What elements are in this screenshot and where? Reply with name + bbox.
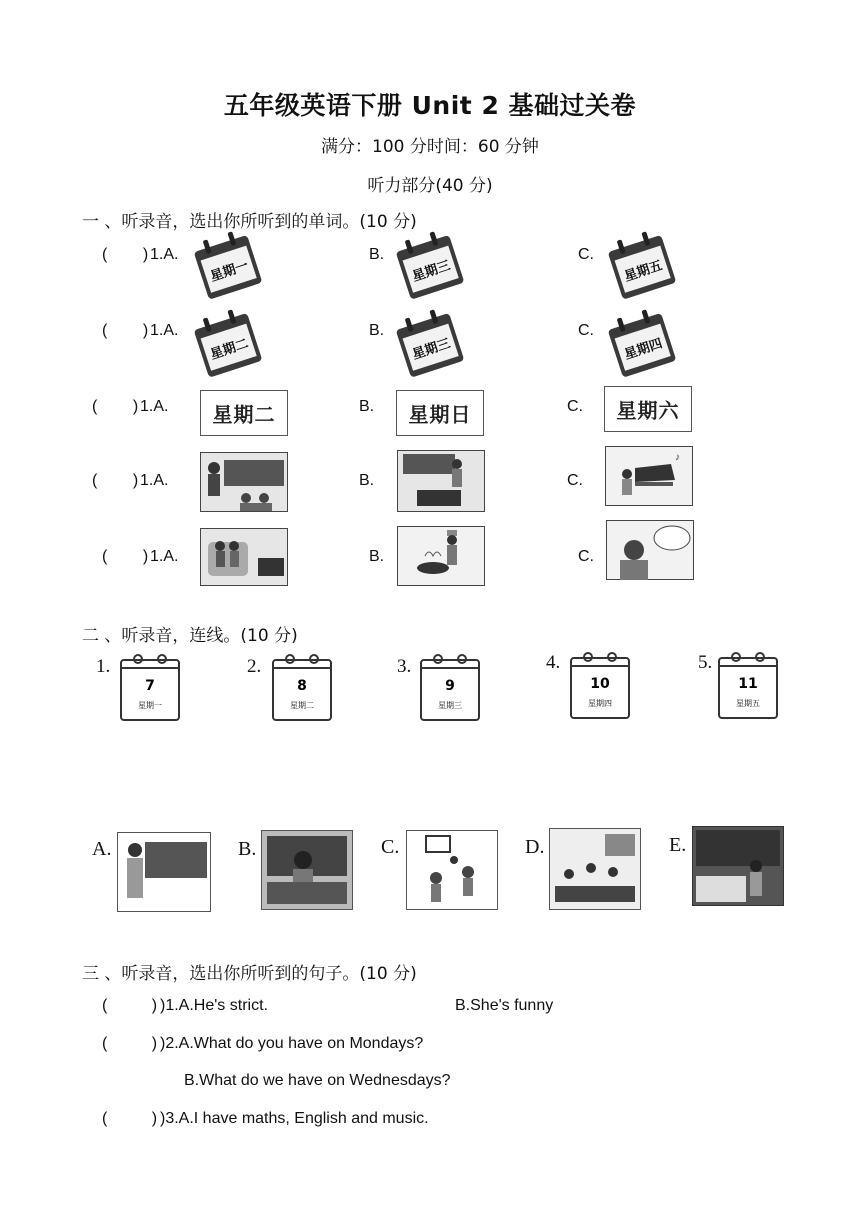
calendar-icon-weekday [190,306,268,384]
answer-blank[interactable]: ( ) [102,997,158,1014]
teacher-blackboard-picture [117,832,211,912]
answer-blank[interactable]: ( ) [102,1110,158,1127]
calendar-day-text: 星期三 [410,336,453,363]
calendar-date: 7 [145,678,155,694]
piano-picture [605,446,693,506]
picture-label: C. [381,836,400,858]
calendar-day: 星期三 [438,701,462,710]
cooking-picture [397,526,485,586]
classroom-picture [549,828,641,910]
answer-blank[interactable]: ( ) [92,398,139,415]
question-number: 1.A. [140,398,169,415]
classroom-teacher-picture [200,452,288,512]
day-card [396,390,484,436]
answer-blank[interactable]: ( ) [92,472,139,489]
option-b-label: B. [359,472,375,489]
calendar-label: 3. [397,656,412,677]
student-at-board-picture [397,450,485,512]
section1-heading: 一 、听录音，选出你所听到的单词。(10 分) [82,212,417,232]
calendar-date: 8 [297,678,307,694]
day-card [200,390,288,436]
answer-blank[interactable]: ( ) [102,1035,158,1052]
section2-heading: 二 、听录音，连线。(10 分) [82,626,298,646]
question-number: 1.A. [150,246,179,263]
teacher-desk-picture [261,830,353,910]
q2-option-b: B.What do we have on Wednesdays? [184,1072,451,1089]
calendar-icon [568,650,634,722]
answer-blank[interactable]: ( ) [102,322,149,339]
score-time: 满分：100 分时间：60 分钟 [321,137,539,157]
day-card-text: 星期六 [616,398,680,423]
option-c-label: C. [578,246,594,263]
question-number: 1.A. [150,548,179,565]
picture-label: E. [669,834,687,856]
section3-heading: 三 、听录音，选出你所听到的句子。(10 分) [82,964,417,984]
day-card [604,386,692,432]
calendar-day-text: 星期二 [208,336,251,363]
calendar-date: 10 [590,676,610,692]
calendar-icon-weekday [604,306,682,384]
calendar-label: 4. [546,652,561,673]
calendar-icon-weekday [190,228,268,306]
calendar-icon [716,650,782,722]
calendar-day-text: 星期三 [410,258,453,285]
q3-option-a: )3.A.I have maths, English and music. [160,1110,429,1127]
question-number: 1.A. [140,472,169,489]
calendar-day: 星期一 [138,701,162,710]
calendar-label: 2. [247,656,262,677]
option-c-label: C. [567,472,583,489]
thinking-boy-picture [606,520,694,580]
option-b-label: B. [359,398,375,415]
option-b-label: B. [369,548,385,565]
picture-label: A. [92,838,112,860]
calendar-day: 星期二 [290,701,314,710]
option-b-label: B. [369,246,385,263]
answer-blank[interactable]: ( ) [102,548,149,565]
q2-option-a: )2.A.What do you have on Mondays? [160,1035,424,1052]
calendar-icon-weekday [604,228,682,306]
listening-part-heading: 听力部分(40 分) [367,176,493,196]
day-card-text: 星期日 [408,402,472,427]
calendar-icon-weekday [392,306,470,384]
svg-text:♪: ♪ [675,452,680,463]
calendar-day: 星期四 [588,699,612,708]
calendar-day-text: 星期一 [208,258,251,285]
option-c-label: C. [578,548,594,565]
picture-label: B. [238,838,257,860]
option-b-label: B. [369,322,385,339]
teacher-lectern-picture [692,826,784,906]
calendar-day-text: 星期四 [622,336,665,363]
calendar-icon [418,652,484,724]
question-number: 1.A. [150,322,179,339]
day-card-text: 星期二 [212,402,276,427]
calendar-icon [118,652,184,724]
calendar-label: 5. [698,652,713,673]
page-title: 五年级英语下册 Unit 2 基础过关卷 [223,91,637,120]
picture-label: D. [525,836,545,858]
calendar-icon-weekday [392,228,470,306]
option-c-label: C. [567,398,583,415]
watch-tv-picture [200,528,288,586]
option-c-label: C. [578,322,594,339]
calendar-icon [270,652,336,724]
calendar-day: 星期五 [736,699,760,708]
calendar-date: 11 [738,676,758,692]
calendar-label: 1. [96,656,111,677]
q1-option-b: B.She's funny [455,997,554,1014]
answer-blank[interactable]: ( ) [102,246,149,263]
calendar-date: 9 [445,678,455,694]
basketball-picture [406,830,498,910]
calendar-day-text: 星期五 [622,258,665,285]
q1-option-a: )1.A.He's strict. [160,997,268,1014]
